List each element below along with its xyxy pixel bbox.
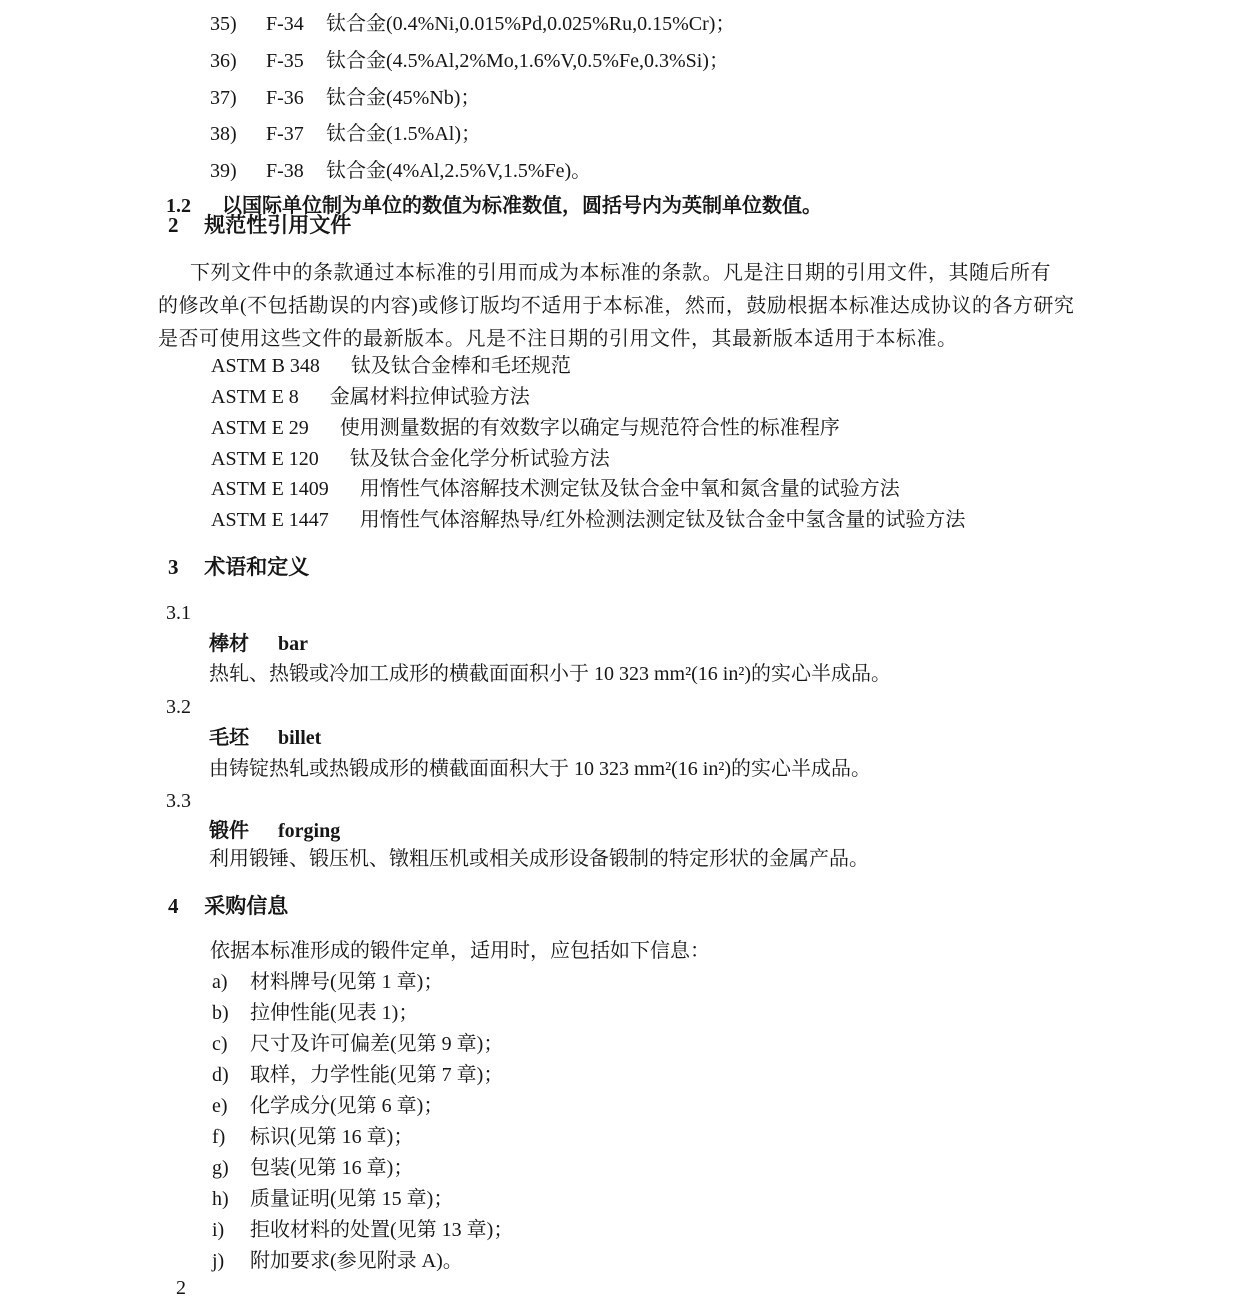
term-number-3-2: 3.2 xyxy=(166,696,191,718)
reference-code: ASTM E 8 xyxy=(211,386,299,408)
grade-list-item-37 xyxy=(210,87,480,109)
item-label: f) xyxy=(212,1126,226,1148)
purchase-item-b xyxy=(212,1002,418,1024)
reference-code: ASTM E 120 xyxy=(211,448,319,470)
astm-reference-e1447 xyxy=(211,509,965,531)
item-label: e) xyxy=(212,1095,228,1117)
section-2-heading xyxy=(168,214,351,236)
term-chinese: 锻件 xyxy=(209,820,249,842)
item-text: 附加要求(参见附录 A)。 xyxy=(250,1250,463,1272)
grade-code: F-38 xyxy=(266,160,304,182)
item-label: h) xyxy=(212,1188,229,1210)
purchase-item-c xyxy=(212,1033,503,1055)
grade-description: 钛合金(0.4%Ni,0.015%Pd,0.025%Ru,0.15%Cr)； xyxy=(326,13,736,35)
term-english: billet xyxy=(278,727,322,749)
item-text: 拒收材料的处置(见第 13 章)； xyxy=(250,1219,514,1241)
section-title: 采购信息 xyxy=(204,894,289,918)
grade-code: F-36 xyxy=(266,87,304,109)
astm-reference-e29 xyxy=(211,417,840,439)
grade-list-item-36 xyxy=(210,50,729,72)
item-number: 35) xyxy=(210,13,237,35)
term-definition-3-1: 热轧、热锻或冷加工成形的横截面面积小于 10 323 mm²(16 in²)的实心半成品。 xyxy=(209,663,891,685)
grade-code: F-37 xyxy=(266,123,304,145)
item-text: 化学成分(见第 6 章)； xyxy=(250,1095,444,1117)
purchase-item-i xyxy=(212,1219,513,1241)
item-label: i) xyxy=(212,1219,225,1241)
reference-title: 钛及钛合金化学分析试验方法 xyxy=(349,448,610,470)
item-label: g) xyxy=(212,1157,229,1179)
item-text: 尺寸及许可偏差(见第 9 章)； xyxy=(250,1033,504,1055)
reference-code: ASTM E 1447 xyxy=(211,509,329,531)
section-3-heading xyxy=(168,556,309,578)
item-label: j) xyxy=(212,1250,225,1272)
term-3-1 xyxy=(209,633,308,655)
item-text: 取样，力学性能(见第 7 章)； xyxy=(250,1064,504,1086)
item-number: 37) xyxy=(210,87,237,109)
item-label: d) xyxy=(212,1064,229,1086)
astm-reference-e1409 xyxy=(211,478,900,500)
reference-title: 用惰性气体溶解技术测定钛及钛合金中氧和氮含量的试验方法 xyxy=(359,478,900,500)
reference-title: 用惰性气体溶解热导/红外检测法测定钛及钛合金中氢含量的试验方法 xyxy=(359,509,966,531)
grade-description: 钛合金(4%Al,2.5%V,1.5%Fe)。 xyxy=(326,160,592,182)
item-text: 质量证明(见第 15 章)； xyxy=(250,1188,454,1210)
normative-ref-paragraph-line-3: 是否可使用这些文件的最新版本。凡是不注日期的引用文件，其最新版本适用于本标准。 xyxy=(158,328,958,350)
clause-number: 1.2 xyxy=(166,195,191,217)
item-number: 39) xyxy=(210,160,237,182)
grade-list-item-38 xyxy=(210,123,481,145)
term-definition-3-2: 由铸锭热轧或热锻成形的横截面面积大于 10 323 mm²(16 in²)的实心半成品。 xyxy=(209,758,871,780)
purchase-item-g xyxy=(212,1157,413,1179)
section-number: 2 xyxy=(168,213,179,237)
normative-ref-paragraph-line-2: 的修改单(不包括勘误的内容)或修订版均不适用于本标准，然而，鼓励根据本标准达成协议的各方研究 xyxy=(158,295,1075,317)
section-title: 规范性引用文件 xyxy=(204,213,352,237)
section-title: 术语和定义 xyxy=(204,555,310,579)
grade-description: 钛合金(1.5%Al)； xyxy=(326,123,481,145)
item-text: 材料牌号(见第 1 章)； xyxy=(250,971,444,993)
purchase-item-e xyxy=(212,1095,443,1117)
term-chinese: 毛坯 xyxy=(209,727,249,749)
term-english: bar xyxy=(278,633,308,655)
grade-list-item-35 xyxy=(210,13,735,35)
grade-code: F-35 xyxy=(266,50,304,72)
item-number: 38) xyxy=(210,123,237,145)
item-number: 36) xyxy=(210,50,237,72)
term-english: forging xyxy=(278,820,341,842)
term-definition-3-3: 利用锻锤、锻压机、镦粗压机或相关成形设备锻制的特定形状的金属产品。 xyxy=(209,848,869,870)
purchase-item-h xyxy=(212,1188,453,1210)
reference-title: 使用测量数据的有效数字以确定与规范符合性的标准程序 xyxy=(339,417,840,439)
purchase-item-d xyxy=(212,1064,503,1086)
purchase-item-f xyxy=(212,1126,413,1148)
reference-code: ASTM E 29 xyxy=(211,417,309,439)
grade-code: F-34 xyxy=(266,13,304,35)
reference-title: 金属材料拉伸试验方法 xyxy=(329,386,530,408)
term-3-3 xyxy=(209,820,340,842)
purchase-item-j xyxy=(212,1250,463,1272)
grade-list-item-39 xyxy=(210,160,591,182)
section-number: 4 xyxy=(168,894,179,918)
term-number-3-1: 3.1 xyxy=(166,602,191,624)
section-4-heading xyxy=(168,895,288,917)
purchase-item-a xyxy=(212,971,443,993)
section-number: 3 xyxy=(168,555,179,579)
item-text: 包装(见第 16 章)； xyxy=(250,1157,414,1179)
grade-description: 钛合金(4.5%Al,2%Mo,1.6%V,0.5%Fe,0.3%Si)； xyxy=(326,50,729,72)
purchase-info-intro: 依据本标准形成的锻件定单，适用时，应包括如下信息： xyxy=(210,940,710,962)
item-label: c) xyxy=(212,1033,228,1055)
astm-reference-e120 xyxy=(211,448,610,470)
item-label: b) xyxy=(212,1002,229,1024)
term-number-3-3: 3.3 xyxy=(166,790,191,812)
term-3-2 xyxy=(209,727,321,749)
item-text: 标识(见第 16 章)； xyxy=(250,1126,414,1148)
clause-text: 以国际单位制为单位的数值为标准数值，圆括号内为英制单位数值。 xyxy=(222,195,822,217)
reference-title: 钛及钛合金棒和毛坯规范 xyxy=(350,355,571,377)
term-chinese: 棒材 xyxy=(209,633,249,655)
astm-reference-e8 xyxy=(211,386,530,408)
reference-code: ASTM B 348 xyxy=(211,355,320,377)
grade-description: 钛合金(45%Nb)； xyxy=(326,87,481,109)
normative-ref-paragraph-line-1: 下列文件中的条款通过本标准的引用而成为本标准的条款。凡是注日期的引用文件，其随后所有 xyxy=(190,262,1051,284)
item-label: a) xyxy=(212,971,228,993)
item-text: 拉伸性能(见表 1)； xyxy=(250,1002,419,1024)
astm-reference-b348 xyxy=(211,355,571,377)
reference-code: ASTM E 1409 xyxy=(211,478,329,500)
page-number: 2 xyxy=(176,1277,186,1299)
